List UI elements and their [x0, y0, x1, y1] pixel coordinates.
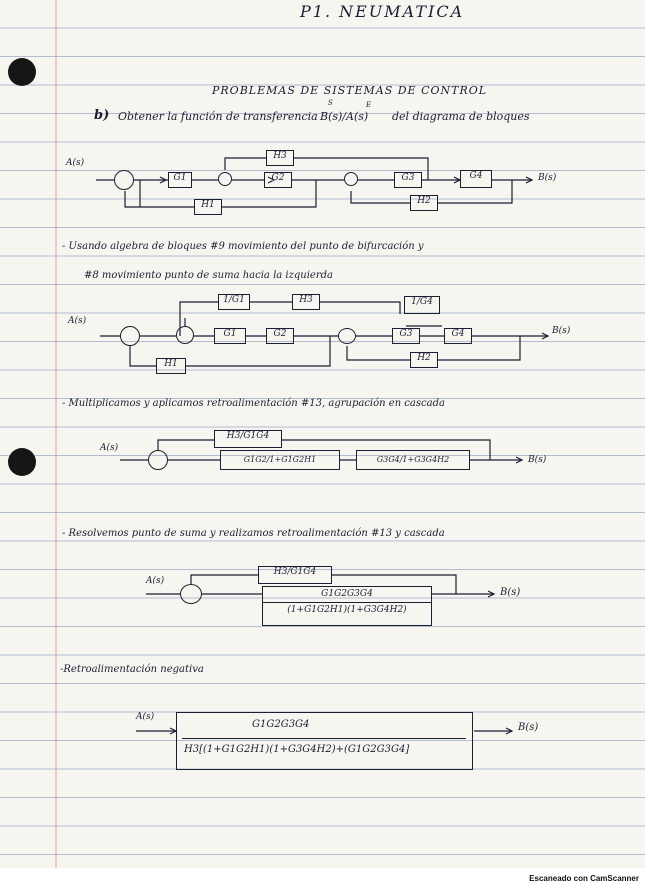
d2-block-g3: G3 — [392, 328, 420, 344]
transfer-ratio: B(s)/A(s) — [320, 110, 369, 123]
d2-block-inv-g4: 1/G4 — [404, 296, 440, 314]
d2-block-h1: H1 — [156, 358, 186, 374]
d1-block-g1: G1 — [168, 172, 192, 188]
d2-output-label: B(s) — [552, 326, 571, 336]
d2-block-inv-g1: 1/G1 — [218, 294, 250, 310]
d3-output-label: B(s) — [528, 455, 547, 465]
mark-e: E — [366, 101, 372, 109]
result-transfer-block — [176, 712, 473, 770]
mark-s: S — [328, 99, 333, 107]
d2-summing-junction-2 — [176, 326, 194, 344]
d1-block-h3: H3 — [266, 150, 294, 166]
result-numerator: G1G2G3G4 — [252, 719, 310, 730]
d4-output-label: B(s) — [500, 587, 521, 598]
d1-block-g2: G2 — [264, 172, 292, 188]
step2-text: - Multiplicamos y aplicamos retroalimentación #13, agrupación en cascada — [62, 398, 445, 409]
d1-block-h1: H1 — [194, 199, 222, 215]
d4-denominator: (1+G1G2H1)(1+G3G4H2) — [287, 605, 407, 616]
d1-block-g4: G4 — [460, 170, 492, 188]
d2-block-g4: G4 — [444, 328, 472, 344]
d1-block-h2: H2 — [410, 195, 438, 211]
d1-summing-junction-2 — [218, 172, 232, 186]
d2-block-g1: G1 — [214, 328, 246, 344]
d4-input-label: A(s) — [146, 576, 165, 586]
result-output-label: B(s) — [518, 722, 539, 733]
d4-numerator: G1G2G3G4 — [263, 587, 431, 603]
d4-forward-block — [262, 586, 432, 626]
d1-summing-junction-1 — [114, 170, 134, 190]
scanner-watermark: Escaneado con CamScanner — [529, 874, 639, 883]
d1-block-g3: G3 — [394, 172, 422, 188]
d2-block-g2: G2 — [266, 328, 294, 344]
section-title: PROBLEMAS DE SISTEMAS DE CONTROL — [212, 84, 488, 97]
problem-number: b) — [94, 108, 110, 123]
d2-input-label: A(s) — [68, 316, 87, 326]
d1-output-label: B(s) — [538, 173, 557, 183]
result-denominator: H3[(1+G1G2H1)(1+G3G4H2)+(G1G2G3G4] — [184, 744, 410, 755]
d2-block-h3: H3 — [292, 294, 320, 310]
step1-line2: #8 movimiento punto de suma hacia la izquierda — [84, 270, 333, 281]
problem-text: Obtener la función de transferencia — [118, 110, 318, 123]
d3-summing-junction — [148, 450, 168, 470]
d2-block-h2: H2 — [410, 352, 438, 368]
d4-summing-junction — [180, 584, 202, 604]
step4-text: -Retroalimentación negativa — [60, 664, 204, 675]
result-input-label: A(s) — [136, 712, 155, 722]
d3-block-a: G1G2/1+G1G2H1 — [220, 450, 340, 470]
step1-line1: - Usando algebra de bloques #9 movimiento del punto de bifurcación y — [62, 241, 424, 252]
d3-block-b: G3G4/1+G3G4H2 — [356, 450, 470, 470]
step3-text: - Resolvemos punto de suma y realizamos retroalimentación #13 y cascada — [62, 528, 445, 539]
d1-summing-junction-3 — [344, 172, 358, 186]
problem-tail: del diagrama de bloques — [392, 110, 530, 123]
d2-summing-junction-3 — [338, 328, 356, 344]
d2-summing-junction-1 — [120, 326, 140, 346]
d3-feedback-block: H3/G1G4 — [214, 430, 282, 448]
d3-input-label: A(s) — [100, 443, 119, 453]
page-header-title: P1. NEUMATICA — [300, 2, 465, 21]
result-fraction-bar — [182, 738, 466, 739]
d1-input-label: A(s) — [66, 158, 85, 168]
d4-feedback-block: H3/G1G4 — [258, 566, 332, 584]
